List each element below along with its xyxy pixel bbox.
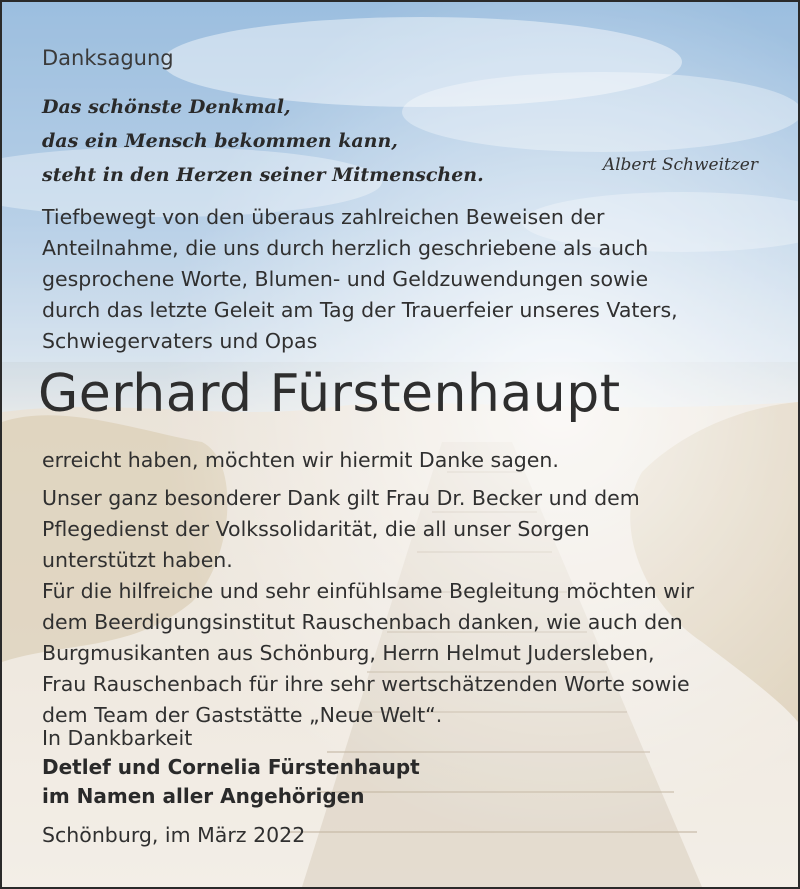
deceased-name: Gerhard Fürstenhaupt — [38, 364, 621, 424]
text-line: Anteilnahme, die uns durch herzlich geschriebene als auch — [42, 236, 649, 260]
text-line: Pflegedienst der Volkssolidarität, die all unser Sorgen — [42, 517, 590, 541]
text-line: gesprochene Worte, Blumen- und Geldzuwendungen sowie — [42, 267, 649, 291]
thanks-line: erreicht haben, möchten wir hiermit Danke sagen. — [42, 448, 559, 472]
closing-text: In Dankbarkeit — [42, 726, 193, 750]
text-line: Tiefbewegt von den überaus zahlreichen Beweisen der — [42, 205, 605, 229]
signature-block — [42, 753, 420, 811]
notice-heading: Danksagung — [42, 46, 174, 70]
quote-line: Das schönste Denkmal, — [42, 96, 291, 118]
quote-author: Albert Schweitzer — [602, 155, 758, 175]
signature-line: im Namen aller Angehörigen — [42, 784, 365, 808]
special-thanks-paragraph — [42, 483, 694, 731]
text-line: Für die hilfreiche und sehr einfühlsame Begleitung möchten wir — [42, 579, 695, 603]
quote-block — [42, 90, 484, 192]
text-line: Schwiegervaters und Opas — [42, 329, 318, 353]
notice-content — [2, 2, 798, 887]
text-line: unterstützt haben. — [42, 548, 233, 572]
quote-line: steht in den Herzen seiner Mitmenschen. — [42, 164, 484, 186]
text-line: durch das letzte Geleit am Tag der Trauerfeier unseres Vaters, — [42, 298, 678, 322]
signature-line: Detlef und Cornelia Fürstenhaupt — [42, 755, 420, 779]
place-date: Schönburg, im März 2022 — [42, 823, 306, 847]
intro-paragraph — [42, 202, 678, 357]
text-line: Burgmusikanten aus Schönburg, Herrn Helmut Judersleben, — [42, 641, 655, 665]
text-line: Frau Rauschenbach für ihre sehr wertschätzenden Worte sowie — [42, 672, 690, 696]
text-line: dem Beerdigungsinstitut Rauschenbach danken, wie auch den — [42, 610, 683, 634]
quote-line: das ein Mensch bekommen kann, — [42, 130, 398, 152]
text-line: dem Team der Gaststätte „Neue Welt“. — [42, 703, 443, 727]
text-line: Unser ganz besonderer Dank gilt Frau Dr. Becker und dem — [42, 486, 640, 510]
